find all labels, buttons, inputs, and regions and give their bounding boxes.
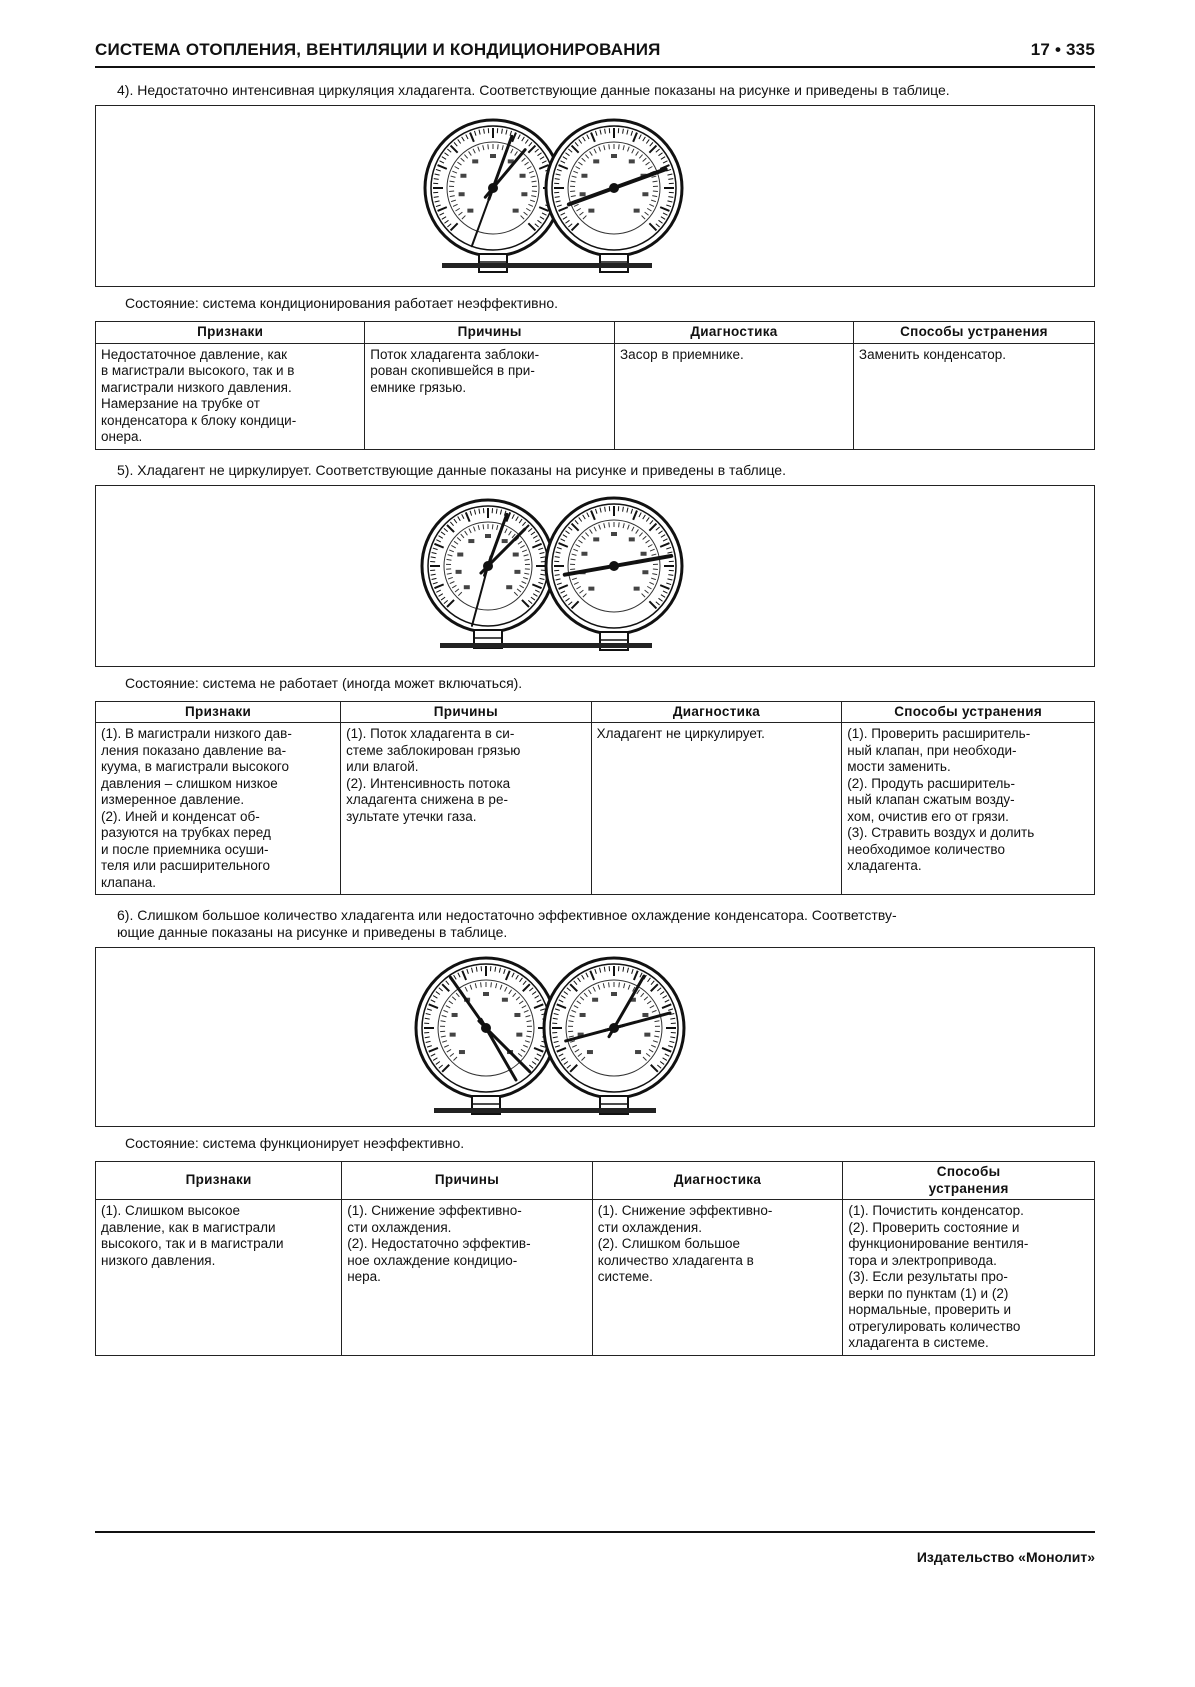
text-line: (3). Стравить воздух и долить [847,825,1035,840]
text-line: клапана. [101,874,156,890]
case6-figure [95,947,1095,1127]
case6-intro [95,907,1095,941]
text-line: емнике грязью. [370,379,467,395]
text-line: (1). Снижение эффективно- [597,1203,773,1218]
text-line: сти охлаждения. [597,1219,702,1235]
text-line: (2). Интенсивность потока [346,775,511,791]
pressure-gauge-icon [425,120,561,272]
text-line: Засор в приемнике. [620,346,744,362]
pressure-gauge-icon [546,120,682,272]
text-line: (2). Продуть расширитель- [847,775,1015,791]
case4-intro: 4). Недостаточно интенсивная циркуляция хладагента. Соответствующие данные показаны на рисунке и приведены в таблице. [117,82,950,98]
col-diagnostics: Диагностика [591,701,842,723]
pressure-gauge-icon [422,500,554,648]
text-line: необходимое количество [847,841,1005,857]
text-line: нера. [347,1269,381,1284]
diagnostics-cell [615,343,854,449]
col-remedies [843,1162,1095,1200]
case5-gauges [96,486,1096,668]
text-line: стеме заблокирован грязью [346,742,521,758]
text-line: тора и электропривода. [848,1252,997,1268]
col-symptoms: Признаки [96,322,365,344]
text-line: нормальные, проверить и [848,1302,1012,1317]
text-line: (1). Почистить конденсатор. [848,1203,1024,1218]
table-header-row [96,701,1095,723]
text-line: хом, очистив его от грязи. [847,808,1009,824]
table-row [96,1200,1095,1356]
case6-gauges [96,948,1096,1128]
text-line: конденсатора к блоку кондици- [101,412,297,428]
text-line: рован скопившейся в при- [370,363,535,378]
text-line: функционирование вентиля- [848,1236,1029,1251]
table-header-row [96,322,1095,344]
gauge-manifold-bar [440,643,652,648]
col-causes: Причины [342,1162,593,1200]
text-line: ный клапан сжатым возду- [847,792,1015,807]
text-line: ющие данные показаны на рисунке и приведены в таблице. [117,924,508,940]
text-line: Хладагент не циркулирует. [596,726,765,741]
text-line: давление, как в магистрали [101,1219,276,1235]
text-line: (1). Снижение эффективно- [347,1203,522,1218]
table-header-row [96,1162,1095,1200]
text-line: ное охлаждение кондицио- [347,1252,518,1268]
case6-state: Состояние: система функционирует неэффективно. [125,1135,465,1151]
text-line: (1). В магистрали низкого дав- [101,726,292,741]
text-line: сти охлаждения. [347,1219,452,1235]
text-line: количество хладагента в [597,1252,754,1268]
col-causes: Причины [365,322,615,344]
symptoms-cell [96,1200,342,1356]
case4-table [95,321,1095,450]
text-line: (2). Проверить состояние и [848,1219,1020,1235]
text-line: разуются на трубках перед [101,825,271,840]
text-line: (1). Слишком высокое [101,1203,240,1218]
text-line: измеренное давление. [101,792,245,807]
text-line: хладагента. [847,858,922,873]
remedies-cell [853,343,1094,449]
pressure-gauge-icon [416,958,556,1114]
text-line: (1). Поток хладагента в си- [346,726,515,741]
case4-state: Состояние: система кондиционирования работает неэффективно. [125,295,559,311]
footer-rule [95,1531,1095,1533]
text-line: Заменить конденсатор. [858,346,1006,362]
col-remedies: Способы устранения [842,701,1095,723]
causes-cell [341,723,592,895]
text-line: теля или расширительного [101,858,271,873]
symptoms-cell [96,343,365,449]
remedies-cell [843,1200,1095,1356]
text-line: ный клапан, при необходи- [847,742,1017,758]
case4-figure [95,105,1095,287]
pressure-gauge-icon [544,958,684,1114]
case5-figure [95,485,1095,667]
text-line: хладагента в системе. [848,1335,989,1350]
text-line: низкого давления. [101,1252,216,1268]
text-line: (2). Слишком большое [597,1236,741,1251]
col-symptoms: Признаки [96,701,341,723]
text-line: давления – слишком низкое [101,775,278,791]
col-diagnostics: Диагностика [615,322,854,344]
text-line: Недостаточное давление, как [101,346,288,362]
case5-state: Состояние: система не работает (иногда может включаться). [125,674,523,691]
text-line: зультате утечки газа. [346,808,477,824]
gauge-manifold-bar [442,263,652,268]
col-symptoms: Признаки [96,1162,342,1200]
text-line: системе. [597,1269,653,1284]
text-line: верки по пунктам (1) и (2) [848,1285,1009,1301]
text-line: (2). Недостаточно эффектив- [347,1236,531,1251]
case6-table [95,1161,1095,1356]
col-remedies: Способы устранения [853,322,1094,344]
table-row [96,343,1095,449]
text-line: отрегулировать количество [848,1318,1021,1334]
text-line: (1). Проверить расширитель- [847,726,1031,741]
text-line: мости заменить. [847,759,951,774]
publisher-footer: Издательство «Монолит» [916,1549,1095,1565]
text-line: Намерзание на трубке от [101,396,260,411]
text-line: высокого, так и в магистрали [101,1236,284,1251]
col-causes: Причины [341,701,592,723]
text-line: или влагой. [346,759,419,774]
text-line: куума, в магистрали высокого [101,759,289,774]
section-title: СИСТЕМА ОТОПЛЕНИЯ, ВЕНТИЛЯЦИИ И КОНДИЦИОНИРОВАНИЯ [95,40,661,59]
page-header [95,40,1095,68]
text-line: Поток хладагента заблоки- [370,346,540,362]
causes-cell [365,343,615,449]
case5-intro: 5). Хладагент не циркулирует. Соответствующие данные показаны на рисунке и приведены в таблице. [117,461,786,478]
page-number: 17 • 335 [1030,40,1095,59]
remedies-cell [842,723,1095,895]
text-line: магистрали низкого давления. [101,379,292,395]
text-line: в магистрали высокого, так и в [101,363,295,378]
diagnostics-cell [592,1200,843,1356]
text-line: 6). Слишком большое количество хладагента или недостаточно эффективное охлаждение конденсатора. Соответству- [117,907,897,923]
pressure-gauge-icon [546,498,682,650]
case4-gauges [96,106,1096,288]
gauge-manifold-bar [434,1108,656,1113]
causes-cell [342,1200,593,1356]
text-line: ления показано давление ва- [101,742,287,758]
text-line: (3). Если результаты про- [848,1269,1008,1284]
col-diagnostics: Диагностика [592,1162,843,1200]
case5-table [95,701,1095,896]
text-line: и после приемника осуши- [101,841,269,857]
diagnostics-cell [591,723,842,895]
text-line: хладагента снижена в ре- [346,792,508,807]
text-line: онера. [101,429,143,444]
remedies-header-text: Способы устранения [928,1164,1009,1196]
symptoms-cell [96,723,341,895]
table-row [96,723,1095,895]
text-line: (2). Иней и конденсат об- [101,808,260,824]
